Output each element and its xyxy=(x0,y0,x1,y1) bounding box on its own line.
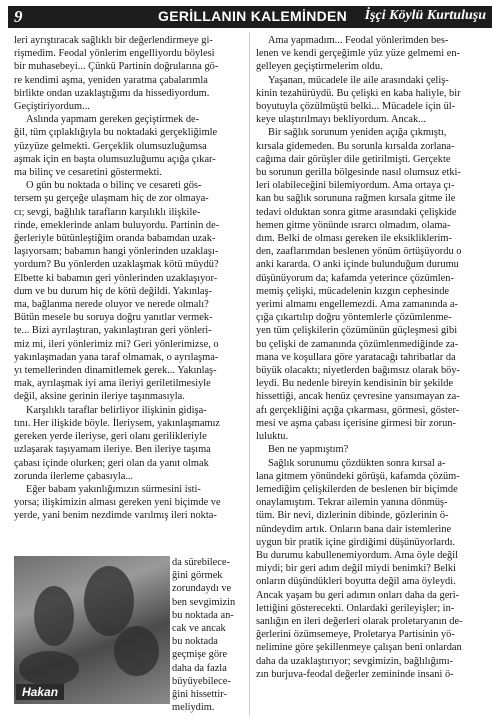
text-line: büyüyebilece- xyxy=(172,675,231,687)
text-line: bu noktada an- xyxy=(172,609,234,621)
text-line: değil, aksine gerinin ileriye taşınmasıyla. xyxy=(14,391,185,403)
publication-name: İşçi Köylü Kurtuluşu xyxy=(364,8,486,23)
text-line: memiş çelişki, mücadelenin kızgın cephesinde xyxy=(256,285,450,297)
text-line: yordum? Bu yönlerden uzaklaşmak kötü müydü? xyxy=(14,259,219,271)
text-line: dım. Belki de olması gereken ile eksikliklerim- xyxy=(256,233,452,245)
text-line: düşünüyorum da; kafamda yeterince çözümlen- xyxy=(256,272,454,284)
text-line: rinde, emeklerinde anlam buluyordu. Partinin de- xyxy=(14,219,220,231)
text-line: anki kararda. O anki içinde bulunduğum durumu xyxy=(256,259,459,271)
text-line: hissettiği, ancak henüz çevresine yansımayan za- xyxy=(256,391,460,403)
text-line: nelimine göre şekillenmeye çalışan beni onlardan xyxy=(256,642,462,654)
text-line: nündeydim artık. Onların bana dair istemlerine xyxy=(256,523,452,535)
text-line: dum ve bu durum hiç de kötü değildi. Yakınlaş- xyxy=(14,285,212,297)
text-line: afı gerçekliğini açığa çıkarması, görmesi, göster- xyxy=(256,404,460,416)
text-line: lettiğini gösterecekti. Onlardaki gerileyişler; in- xyxy=(256,602,455,614)
text-line: re kendimi aşma, yeniden yaratma çabalarımla xyxy=(14,74,208,86)
text-line: kinin tezahürüydü. Bu çelişki en kaba haliyle, bir xyxy=(256,87,461,99)
text-line: Geçiştiriyordum... xyxy=(14,101,90,113)
text-line: yorsa; ilişkimizin alması gereken yeni biçimde ve xyxy=(14,497,221,509)
text-line: Yaşanan, mücadele ile aile arasındaki çeliş- xyxy=(268,74,449,86)
text-line: ma, bağlanma nerede oluyor ve nerede olmalı? xyxy=(14,299,209,311)
text-line: ğerlerini özümsemeye, Proletarya Partisinin yö- xyxy=(256,629,455,641)
text-line: büyük olacaktı; niyetlerden bağımsız olarak böy- xyxy=(256,365,460,377)
text-line: Ama yapmadım... Feodal yönlerimden bes- xyxy=(268,35,449,46)
text-line: cak ve ancak xyxy=(172,623,226,635)
text-line: yerimi almamı engellemezdi. Ama zamanında a- xyxy=(256,299,458,311)
text-line: gelleyen geçiştirmelerim oldu. xyxy=(256,61,383,73)
text-line: kan bu sağlık sorununa rağmen kırsala gitme ile xyxy=(256,193,456,205)
photo-hakan xyxy=(14,556,170,704)
right-column xyxy=(256,34,488,681)
text-line: yüzyüze gelmekti. Gerçeklik olumsuzluğumsa xyxy=(14,140,207,152)
text-line: ma bilinç ve cesaretini göstermekti. xyxy=(14,167,163,179)
text-line: aşmak için en başta olumsuzluğumu açığa çıkar- xyxy=(14,153,216,165)
text-line: yen tüm çelişkilerin çözümünün güçleşmesi gibi xyxy=(256,325,458,337)
page-header xyxy=(8,6,492,28)
photo-caption: Hakan xyxy=(16,684,64,700)
text-line: tüm. Bir nevi, dizlerinin dibinde, gözlerinin ö- xyxy=(256,510,449,522)
text-line: onaylamıştım. Tekrar ailemin yanına dönmüş- xyxy=(256,497,448,509)
text-line: ğerleriyle bütünleştiğim oranda babamdan uzak- xyxy=(14,233,216,245)
text-line: meliydim. xyxy=(172,702,215,714)
text-line: yerde, yani benim nezdimde varılmış ileri nokta- xyxy=(14,510,217,522)
left-column xyxy=(14,34,244,523)
text-line: Bu durumu kabullenemiyordum. Ama öyle değil xyxy=(256,549,459,561)
text-line: Ancak yaşam bu geri adımın onları daha da geri- xyxy=(256,589,460,601)
text-line: daha da fazla xyxy=(172,662,227,674)
text-line: da sürebilece- xyxy=(172,557,230,568)
text-line: rişmedim. Feodal yönlerim engelliyordu böylesi xyxy=(14,48,215,60)
text-line: yakınlaşmadan yana taraf olmamak, o ayrılaşma- xyxy=(14,351,219,363)
text-line: daha da uzaklaştırıyor; sevgimizin, bağlılığımı- xyxy=(256,655,454,667)
text-line: leri olabileceğini bilemiyordum. Ama ortaya çı- xyxy=(256,180,455,192)
text-line: Bir sağlık sorunum yeniden açığa çıkmıştı, xyxy=(268,127,447,139)
text-line: laşıyorsam; babamın hangi yönlerinden uzaklaşı- xyxy=(14,246,219,258)
text-line: çığa çıkartılıp doğru yöntemlerle çözümlenme- xyxy=(256,312,452,324)
text-line: hemen gitme yönünde ısrarcı olmadım, olama- xyxy=(256,219,451,231)
text-line: bu çelişki de zamanında çözümlenmediğinde za- xyxy=(256,338,459,350)
text-line: Aslında yapmam gereken geçiştirmek de- xyxy=(26,114,200,126)
text-line: Karşılıklı taraflar belirliyor ilişkinin gidişa- xyxy=(26,404,207,416)
text-line: miydi; bir geri adım değil miydi benimki? Belki xyxy=(256,563,456,575)
text-line: yı temellerinden dinamitlemek gerek... Yakınlaş- xyxy=(14,365,217,377)
text-line: O gün bu noktada o bilinç ve cesareti gös- xyxy=(26,180,202,192)
text-line: zorunda ilerleme çabasıyla... xyxy=(14,470,134,482)
text-line: ğini hissettir- xyxy=(172,689,227,701)
text-line: onların düşündükleri boyutta değil ama öyleydi. xyxy=(256,576,456,588)
text-line: Bütün mesele bu soruya doğru yanıtlar vermek- xyxy=(14,312,213,324)
text-line: ğini görmek xyxy=(172,570,223,582)
text-line: leri ayrıştıracak sağlıklı bir değerlendirmeye gi- xyxy=(14,35,213,46)
text-line: mana ve koşullara göre yaratacağı tahribatlar da xyxy=(256,351,456,363)
text-line: lemediğim çelişkilerden de beslenen bir biçimde xyxy=(256,483,458,495)
text-line: miz mi, ileri yönlerimiz mi? Geri yönlerimizse, o xyxy=(14,338,219,350)
text-line: leydi. Bu nedenle bireyin kendisinin bir şekilde xyxy=(256,378,454,390)
column-title: GERİLLANIN KALEMİNDEN xyxy=(158,8,348,24)
text-line: sanlığın en ileri değerleri olarak proletaryanın de- xyxy=(256,615,463,627)
page-number: 9 xyxy=(14,7,23,26)
text-line: kırsala gidemeden. Bu sorunla kırsalda zorlana- xyxy=(256,140,455,152)
text-line: mak, ayrılaşmak iyi ama ileriyi geriletilmesiyle xyxy=(14,378,211,390)
text-line: den, zaaflarımdan beslenen yönüm örtüşüyordu o xyxy=(256,246,462,258)
text-line: lana gitmem yönündeki görüşü, kafamda çözüm- xyxy=(256,470,460,482)
text-line: birlikte ondan uzaklaştığımı da hissediyordum. xyxy=(14,87,210,99)
text-line: bir muhasebeyi... Çünkü Partinin doğrularına gö- xyxy=(14,61,219,73)
text-line: zorundaydı ve xyxy=(172,583,232,595)
photo-wrap-text xyxy=(172,556,244,714)
text-line: tını. Her ilişkide böyle. İleriysem, yakınlaşmamız xyxy=(14,417,221,429)
text-line: zın burjuva-feodal değerler zemininde insani ö- xyxy=(256,668,454,680)
text-line: tedavi olduktan sonra gitme arasındaki çelişkide xyxy=(256,206,457,218)
column-divider xyxy=(249,32,250,716)
text-line: geçmişe göre xyxy=(172,649,228,661)
text-line: ğil, tüm çıplaklığıyla bu noktadaki gerçekliğimle xyxy=(14,127,218,139)
text-line: keye ulaştırılmayı bekliyordum. Ancak... xyxy=(256,114,426,126)
text-line: tersem şu gerçeğe ulaşmam hiç de zor olmaya- xyxy=(14,193,209,205)
text-line: bu noktada xyxy=(172,636,218,648)
text-line: gereken yerde ileriyse, geri olanı gerilikleriyle xyxy=(14,431,207,443)
text-line: Sağlık sorunumu çözdükten sonra kırsal a- xyxy=(268,457,446,469)
text-line: uzlaşarak taşıyamam ileriye. Ben ileriye taşıma xyxy=(14,444,211,456)
text-line: çabası içinde olurken; geri olan da yanıt olmak xyxy=(14,457,209,469)
text-line: uygun bir pratik içine girdiğimi düşünüyorlardı. xyxy=(256,536,456,548)
text-line: lenen ve kendi gerçeğimle yüz yüze gelmemi en- xyxy=(256,48,460,60)
text-line: bu sorunun gerilla bölgesinde nasıl olumsuz etki- xyxy=(256,167,461,179)
text-line: boyutuyla çözülmüştü belki... Mücadele için ül- xyxy=(256,101,456,113)
text-line: te... Bizi ayrılaştıran, yakınlaştıran geri yönleri- xyxy=(14,325,212,337)
text-line: Ben ne yapmıştım? xyxy=(268,444,349,456)
text-line: mesi ve aşma çabası içerisine girmesi bir zorun- xyxy=(256,417,456,429)
text-line: Elbette ki babamın geri yönlerinden uzaklaşıyor- xyxy=(14,272,218,284)
text-line: cı; sevgi, bağlılık tarafların karşılıklı ilişkile- xyxy=(14,206,201,218)
text-line: ben sevgimizin xyxy=(172,596,236,608)
text-line: luluktu. xyxy=(256,431,289,443)
text-line: Eğer babam yakınlığımızın sürmesini isti- xyxy=(26,483,201,495)
text-line: cağıma dair görüşler dile getirilmişti. Gerçekte xyxy=(256,153,451,165)
